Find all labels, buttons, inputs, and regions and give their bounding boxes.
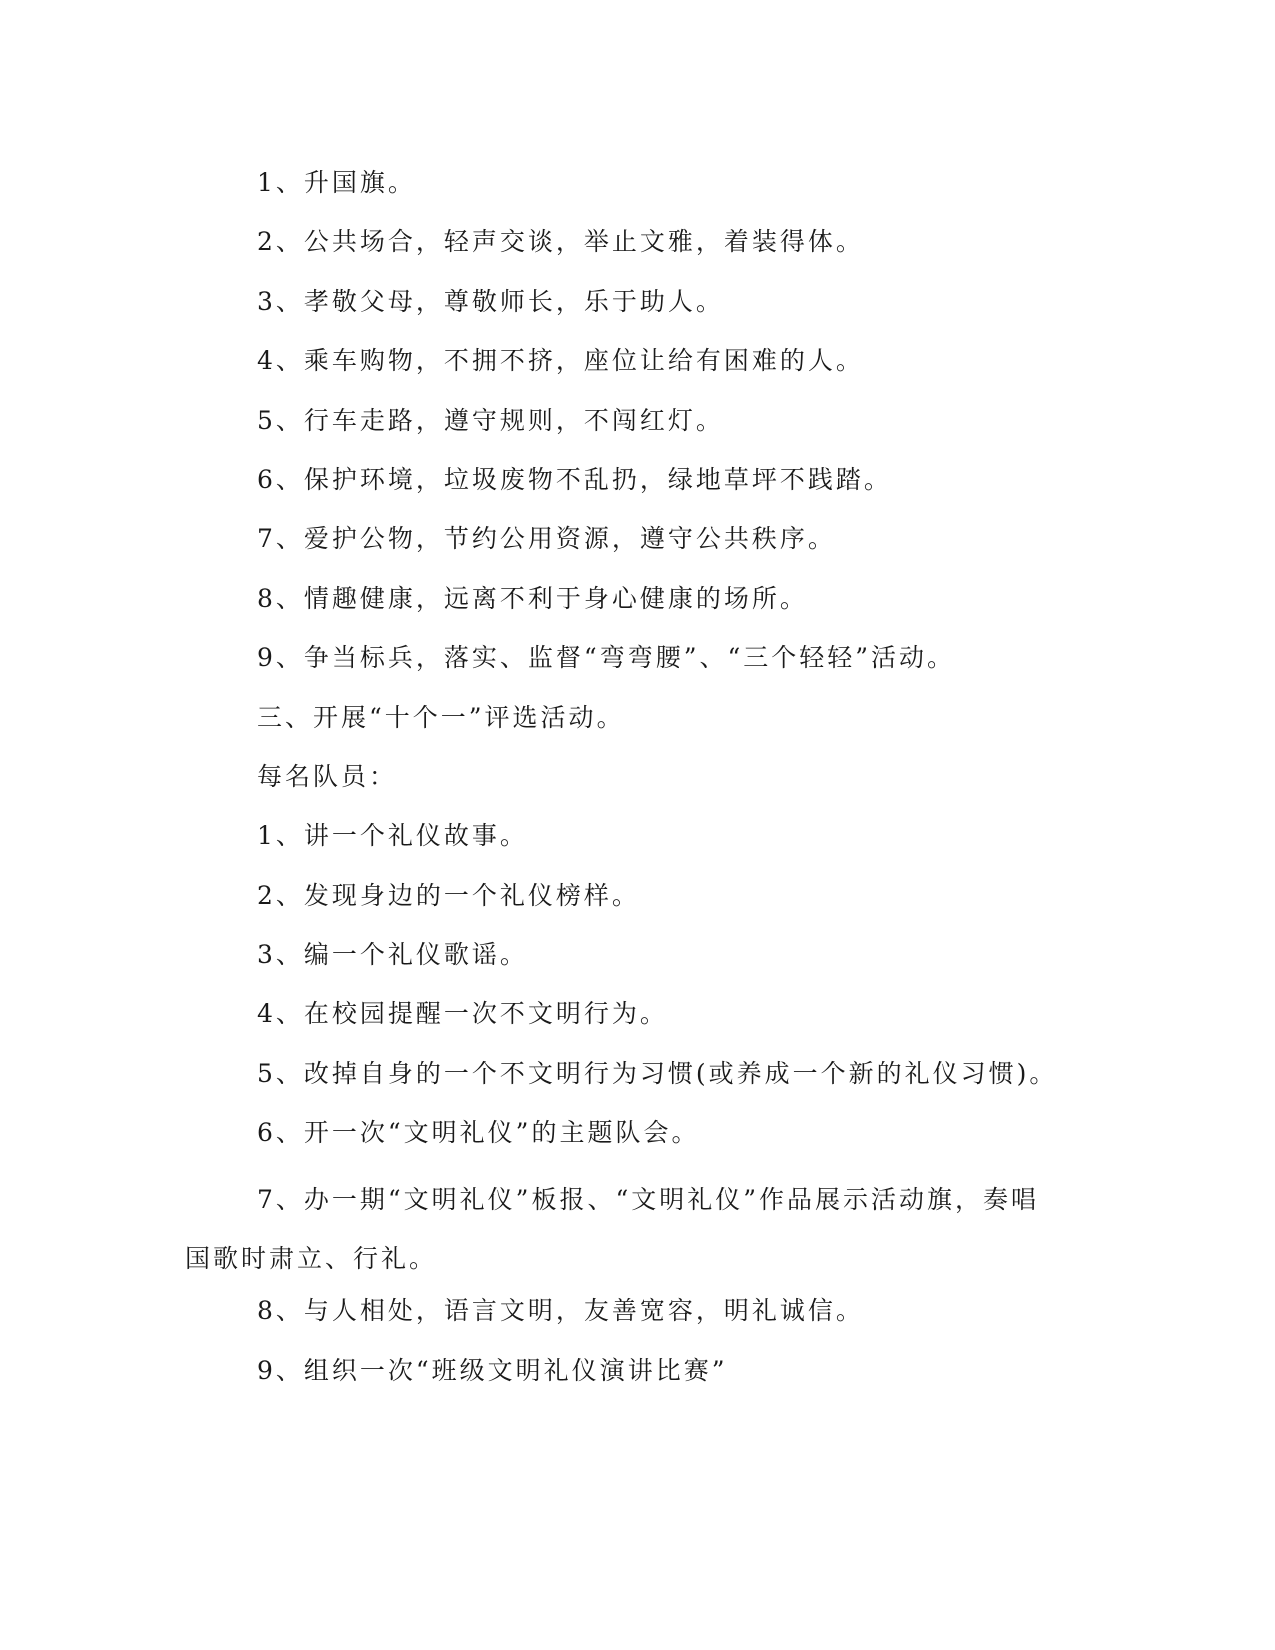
paragraph-line: 4、乘车购物，不拥不挤，座位让给有困难的人。 <box>257 346 864 376</box>
document-body <box>185 160 1085 1407</box>
paragraph-line: 1、讲一个礼仪故事。 <box>257 821 528 851</box>
section-heading: 三、开展“十个一”评选活动。 <box>257 702 625 732</box>
paragraph-line: 9、组织一次“班级文明礼仪演讲比赛” <box>257 1355 728 1385</box>
paragraph-line: 8、与人相处，语言文明，友善宽容，明礼诚信。 <box>257 1296 864 1326</box>
paragraph-line: 5、改掉自身的一个不文明行为习惯(或养成一个新的礼仪习惯)。 <box>257 1058 1058 1088</box>
paragraph-line: 7、爱护公物，节约公用资源，遵守公共秩序。 <box>257 524 836 554</box>
paragraph-line: 6、保护环境，垃圾废物不乱扔，绿地草坪不践踏。 <box>257 464 892 494</box>
paragraph-line: 6、开一次“文明礼仪”的主题队会。 <box>257 1118 700 1148</box>
paragraph-line: 2、公共场合，轻声交谈，举止文雅，着装得体。 <box>257 227 864 257</box>
paragraph-wrapped: 7、办一期“文明礼仪”板报、“文明礼仪”作品展示活动旗，奏唱国歌时肃立、行礼。 <box>185 1184 1040 1274</box>
paragraph-line: 4、在校园提醒一次不文明行为。 <box>257 999 668 1029</box>
paragraph-line: 3、编一个礼仪歌谣。 <box>257 940 528 970</box>
paragraph-line: 每名队员： <box>257 761 398 791</box>
paragraph-line: 2、发现身边的一个礼仪榜样。 <box>257 880 640 910</box>
paragraph-line: 8、情趣健康，远离不利于身心健康的场所。 <box>257 583 808 613</box>
paragraph-line: 1、升国旗。 <box>257 168 416 197</box>
paragraph-line: 9、争当标兵，落实、监督“弯弯腰”、“三个轻轻”活动。 <box>257 643 956 673</box>
paragraph-line: 3、孝敬父母，尊敬师长，乐于助人。 <box>257 286 724 316</box>
paragraph-line: 5、行车走路，遵守规则，不闯红灯。 <box>257 405 724 435</box>
